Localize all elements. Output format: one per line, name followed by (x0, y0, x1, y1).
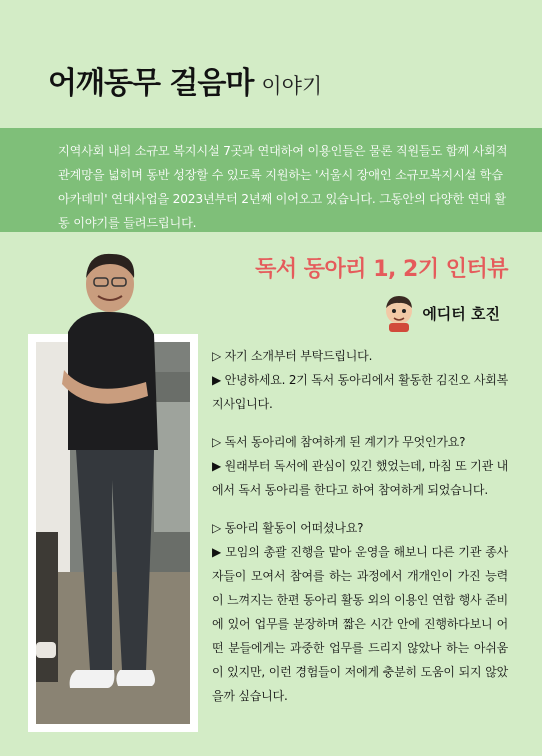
editor-credit (382, 294, 500, 332)
article-title: 독서 동아리 1, 2기 인터뷰 (255, 257, 508, 282)
interview-qa (212, 344, 508, 708)
answer-2: ▶ 원래부터 독서에 관심이 있긴 했었는데, 마침 또 기관 내에서 독서 동아리를 한다고 하여 참여하게 되었습니다. (212, 459, 508, 497)
editor-avatar-icon (382, 294, 416, 332)
interviewee-figure (28, 250, 168, 720)
question-3: ▷ 동아리 활동이 어떠셨나요? (212, 521, 364, 535)
page-title: 어깨동무 걸음마 (48, 66, 254, 101)
question-2: ▷ 독서 동아리에 참여하게 된 계기가 무엇인가요? (212, 435, 466, 449)
answer-1: ▶ 안녕하세요. 2기 독서 동아리에서 활동한 김진오 사회복지사입니다. (212, 373, 509, 411)
page-subtitle: 이야기 (261, 74, 323, 98)
answer-3: ▶ 모임의 총괄 진행을 맡아 운영을 해보니 다른 기관 종사자들이 모여서 참여를 하는 과정에서 개개인이 가진 능력이 느껴지는 한편 동아리 활동 외의 이용인 연합 행사 준비에 있어 업무를 분장하며 짧은 시간 안에 진행하다보니 어떤 분들에게는 과중한 업무를 드리지 않았나 하는 아쉬움이 있지만, 이런 경험들이 저에게 충분히 도움이 되지 않았을까 싶습니다. (212, 545, 508, 703)
editor-name: 에디터 호진 (422, 304, 500, 323)
question-1: ▷ 자기 소개부터 부탁드립니다. (212, 349, 373, 363)
page-header (48, 58, 322, 102)
intro-text: 지역사회 내의 소규모 복지시설 7곳과 연대하여 이용인들은 물론 직원들도 함께 사회적 관계망을 넓히며 동반 성장할 수 있도록 지원하는 '서울시 장애인 소규모복지시설 학습아카데미' 연대사업을 2023년부터 2년째 이어오고 있습니다. 그동안의 다양한 연대 활동 이야기를 들려드립니다. (58, 144, 508, 230)
intro-band (0, 128, 542, 232)
